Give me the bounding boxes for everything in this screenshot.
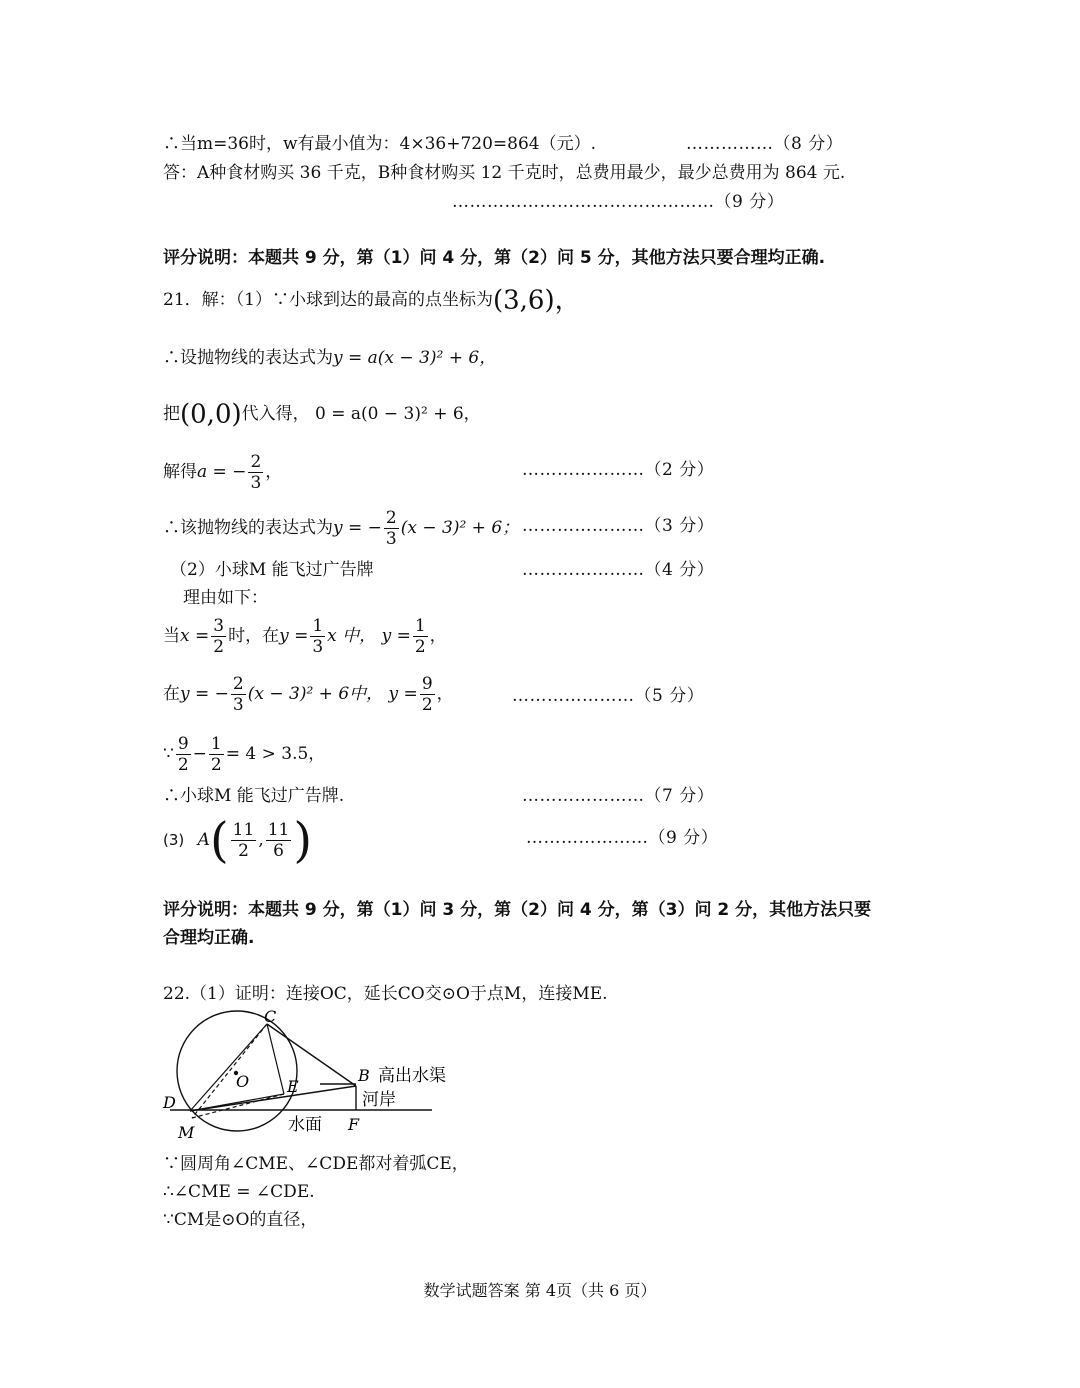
numerator: 9 [177,734,189,754]
denominator: 3 [232,695,244,715]
because: ∵ [163,744,174,764]
denominator: 6 [273,841,284,861]
fraction-1-2 [413,616,428,657]
page-footer: 数学试题答案 第 4页（共 6 页） [423,1281,657,1300]
numerator: 11 [232,820,255,840]
label-d: D [163,1093,176,1112]
label-o: O [236,1072,250,1091]
q21-solve-text: 解得 [163,462,197,482]
q21-substitute-ba: 把 [163,404,180,424]
score-8: ……………（8 分） [686,134,844,154]
q21-conclusion: ∴小球M 能飞过广告牌. [163,786,345,806]
text: 当 [163,626,180,646]
denominator: 2 [177,755,189,775]
paren-right: ) [293,812,313,869]
text: (x − 3)² + 6中， [247,684,384,704]
comma: ， [436,684,454,704]
q22-heading: 22.（1）证明：连接OC，延长CO交⊙O于点M，连接ME. [163,984,608,1004]
label-f: F [348,1115,360,1134]
minus: − [192,744,207,764]
text: 在 [163,684,180,704]
q21-substitute-formula: 0 = a(0 − 3)² + 6， [315,404,481,424]
q21-heading-text: 21．解：（1）∵小球到达的最高的点坐标为 [163,290,493,310]
grading-note-21-line1: 评分说明：本题共 9 分，第（1）问 3 分，第（2）问 4 分，第（3）问 2 分，其他方法只要 [163,900,872,920]
line-db [190,1086,356,1111]
score-9: ………………………………………（9 分） [452,192,785,212]
numerator: 2 [385,508,397,528]
q21-in-parabola [163,674,454,715]
comma: ， [265,462,283,482]
fraction-9-2 [420,674,435,715]
q21-setup-text: ∴设抛物线的表达式为 [163,348,333,368]
q21-heading [163,285,581,316]
comma: ， [429,626,447,646]
denominator: 3 [312,637,324,657]
q21-origin-point: (0,0) [180,399,242,430]
point-a: A [197,830,210,850]
score-2: …………………（2 分） [522,460,715,480]
q21-vertex-point: (3,6)， [492,285,581,316]
label-m: M [178,1123,195,1142]
y-equals: y = [388,684,418,704]
q21-substitute [163,399,481,430]
fraction-1-3 [310,616,325,657]
numerator: 1 [414,616,426,636]
q21-final-text: ∴该抛物线的表达式为 [163,518,333,538]
part-label: (3) [163,831,185,849]
q20-answer-line: 答：A种食材购买 36 千克，B种食材购买 12 千克时，总费用最少，最少总费用为 864 元. [163,163,846,183]
numerator: 2 [232,674,244,694]
label-water: 水面 [288,1115,322,1135]
numerator: 1 [312,616,324,636]
q21-setup-formula: y = a(x − 3)² + 6， [333,348,497,368]
label-c: C [264,1010,277,1026]
text: 时，在 [228,626,280,646]
numerator: 3 [213,616,225,636]
fraction-2-3 [248,452,263,493]
fraction-2-3 [231,674,246,715]
label-b: B [358,1066,370,1085]
fraction-11-6 [266,820,292,861]
line-dc [190,1024,267,1111]
q21-final-rest: (x − 3)² + 6； [400,518,520,538]
label-bank: 河岸 [362,1090,396,1110]
q21-a-equals: a = − [197,462,247,482]
q22-line3: ∵CM是⊙O的直径， [163,1210,318,1230]
fraction-2-3 [384,508,399,549]
numerator: 11 [267,820,290,840]
score-7: …………………（7 分） [522,786,715,806]
q22-line2: ∴∠CME = ∠CDE. [163,1182,315,1202]
q21-final-expression [163,508,519,549]
fraction-11-2 [231,820,257,861]
score-9b: …………………（9 分） [526,828,719,848]
text: = 4 > 3.5， [225,744,326,764]
q21-substitute-text: 代入得， [241,404,310,424]
score-3: …………………（3 分） [522,516,715,536]
score-5: …………………（5 分） [512,686,705,706]
grading-note-20: 评分说明：本题共 9 分，第（1）问 4 分，第（2）问 5 分，其他方法只要合理均正确. [163,248,826,268]
denominator: 2 [238,841,249,861]
q21-reason: 理由如下： [183,588,268,608]
numerator: 2 [250,452,262,472]
numerator: 9 [421,674,433,694]
denominator: 3 [250,473,262,493]
grading-note-21-line2: 合理均正确. [163,928,255,948]
denominator: 2 [414,637,426,657]
score-4: …………………（4 分） [522,560,715,580]
q21-when-x [163,616,447,657]
text: x 中， [327,626,377,646]
label-ditch: 高出水渠 [378,1066,446,1086]
q21-solve-a [163,452,282,493]
denominator: 2 [421,695,433,715]
q22-line1: ∵圆周角∠CME、∠CDE都对着弧CE， [163,1154,469,1174]
paren-left: ( [209,812,229,869]
y-equals: y = [279,626,309,646]
x-equals: x = [180,626,210,646]
geometry-figure [160,1010,480,1142]
q20-min-line: ∴当m=36时，w有最小值为：4×36+720=864（元）. [163,134,597,154]
q21-compare [163,734,325,775]
q21-expression-setup [163,346,496,370]
fraction-9-2 [176,734,191,775]
fraction-1-2 [209,734,224,775]
numerator: 1 [210,734,222,754]
q21-final-y: y = − [333,518,382,538]
fraction-3-2 [211,616,226,657]
denominator: 2 [213,637,225,657]
y-equals: y = − [180,684,229,704]
q21-part2: （2）小球M 能飞过广告牌 [170,560,374,580]
label-e: E [287,1077,299,1096]
y-equals: y = [381,626,411,646]
denominator: 3 [385,529,397,549]
q21-part3: (3) A( $\frac{11}{2}$ , $\frac{11}{6}$ ) [163,812,313,869]
line-me-dashed [192,1094,284,1118]
denominator: 2 [210,755,222,775]
